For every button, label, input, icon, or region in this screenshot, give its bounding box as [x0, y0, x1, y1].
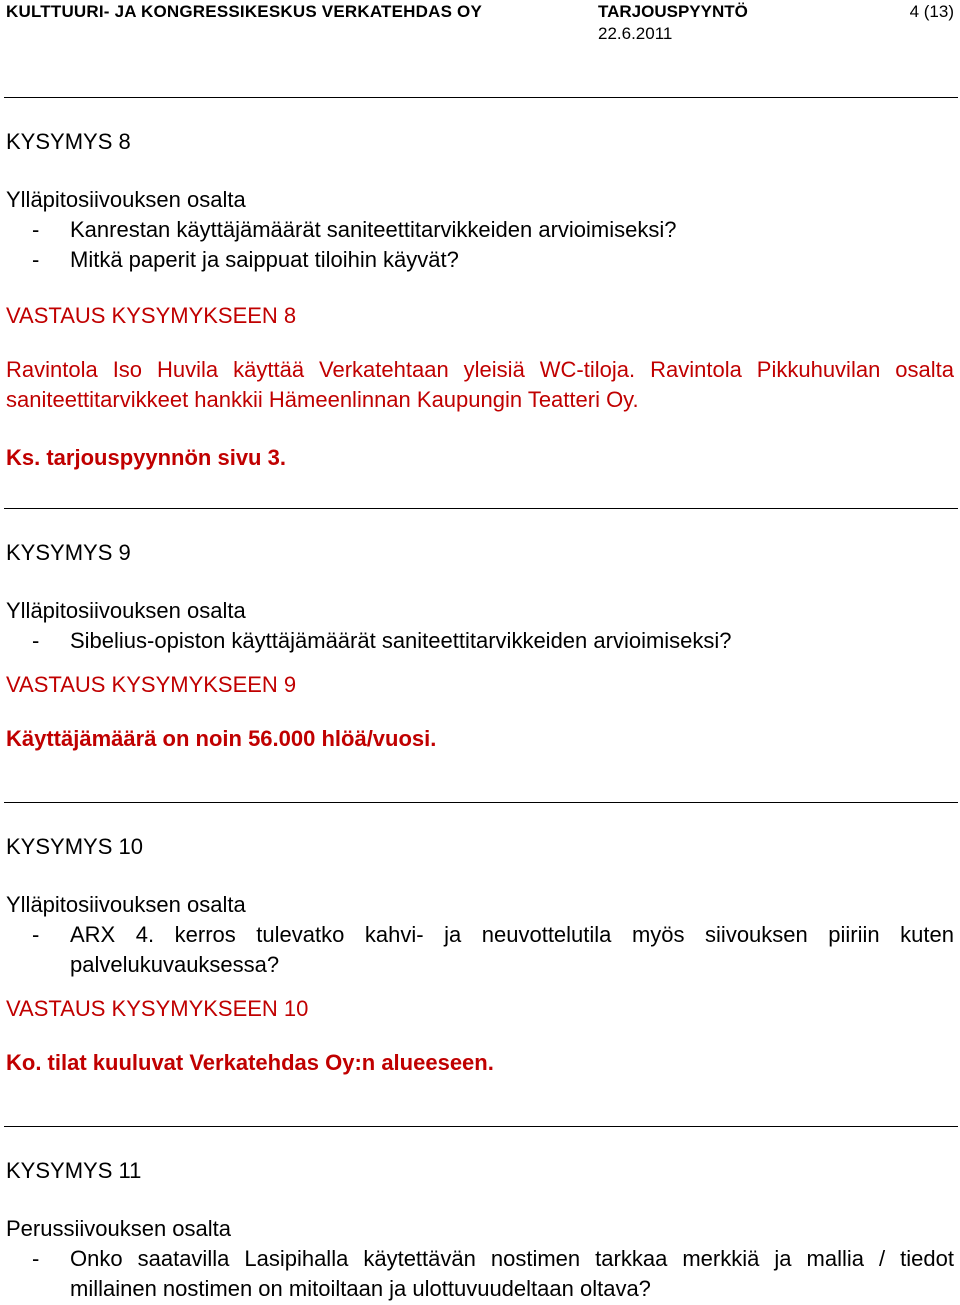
- question-9-heading: KYSYMYS 9: [6, 540, 131, 565]
- answer-10-text: Ko. tilat kuuluvat Verkatehdas Oy:n alueeseen.: [6, 1050, 494, 1075]
- answer-8-note: Ks. tarjouspyynnön sivu 3.: [6, 445, 286, 470]
- question-11-subheading: Perussiivouksen osalta: [6, 1216, 232, 1241]
- header-doc-title: TARJOUSPYYNTÖ: [598, 2, 748, 21]
- question-8-item: - Mitkä paperit ja saippuat tiloihin käyvät?: [32, 247, 459, 272]
- question-8-list: [6, 215, 954, 275]
- section-divider: [4, 1126, 958, 1127]
- question-9-list: [6, 626, 954, 656]
- answer-9-heading: VASTAUS KYSYMYKSEEN 9: [6, 672, 297, 697]
- header-divider: [4, 97, 958, 98]
- question-11-item: - Onko saatavilla Lasipihalla käytettävän nostimen tarkkaa merkkiä ja mallia / tiedot millainen nostimen on mitoiltaan ja ulottuvuudeltaan oltava?: [32, 1246, 954, 1301]
- answer-8-text: Ravintola Iso Huvila käyttää Verkatehtaan yleisiä WC-tiloja. Ravintola Pikkuhuvilan osalta saniteettitarvikkeet hankkii Hämeenlinnan Kaupungin Teatteri Oy.: [6, 357, 954, 412]
- section-divider: [4, 802, 958, 803]
- question-10-item: - ARX 4. kerros tulevatko kahvi- ja neuvottelutila myös siivouksen piiriin kuten palvelukuvauksessa?: [32, 922, 954, 977]
- question-11-list: [6, 1244, 954, 1304]
- answer-10-heading: VASTAUS KYSYMYKSEEN 10: [6, 996, 309, 1021]
- question-9-section: [6, 538, 954, 754]
- question-11-heading: KYSYMYS 11: [6, 1158, 142, 1183]
- question-8-subheading: Ylläpitosiivouksen osalta: [6, 187, 246, 212]
- question-10-subheading: Ylläpitosiivouksen osalta: [6, 892, 246, 917]
- answer-8-heading: VASTAUS KYSYMYKSEEN 8: [6, 303, 297, 328]
- question-8-heading: KYSYMYS 8: [6, 129, 131, 154]
- question-9-subheading: Ylläpitosiivouksen osalta: [6, 598, 246, 623]
- header-date: 22.6.2011: [598, 24, 673, 43]
- header-page-number: 4 (13): [909, 2, 954, 21]
- answer-9-text: Käyttäjämäärä on noin 56.000 hlöä/vuosi.: [6, 726, 437, 751]
- question-10-heading: KYSYMYS 10: [6, 834, 143, 859]
- question-8-section: [6, 127, 954, 473]
- question-9-item: - Sibelius-opiston käyttäjämäärät saniteettitarvikkeiden arvioimiseksi?: [32, 628, 732, 653]
- header-organization: KULTTUURI- JA KONGRESSIKESKUS VERKATEHDAS OY: [6, 2, 483, 21]
- question-11-section: [6, 1156, 954, 1304]
- question-10-list: [6, 920, 954, 980]
- section-divider: [4, 508, 958, 509]
- question-8-item: - Kanrestan käyttäjämäärät saniteettitarvikkeiden arvioimiseksi?: [32, 217, 677, 242]
- question-10-section: [6, 832, 954, 1078]
- page-header: [0, 0, 960, 100]
